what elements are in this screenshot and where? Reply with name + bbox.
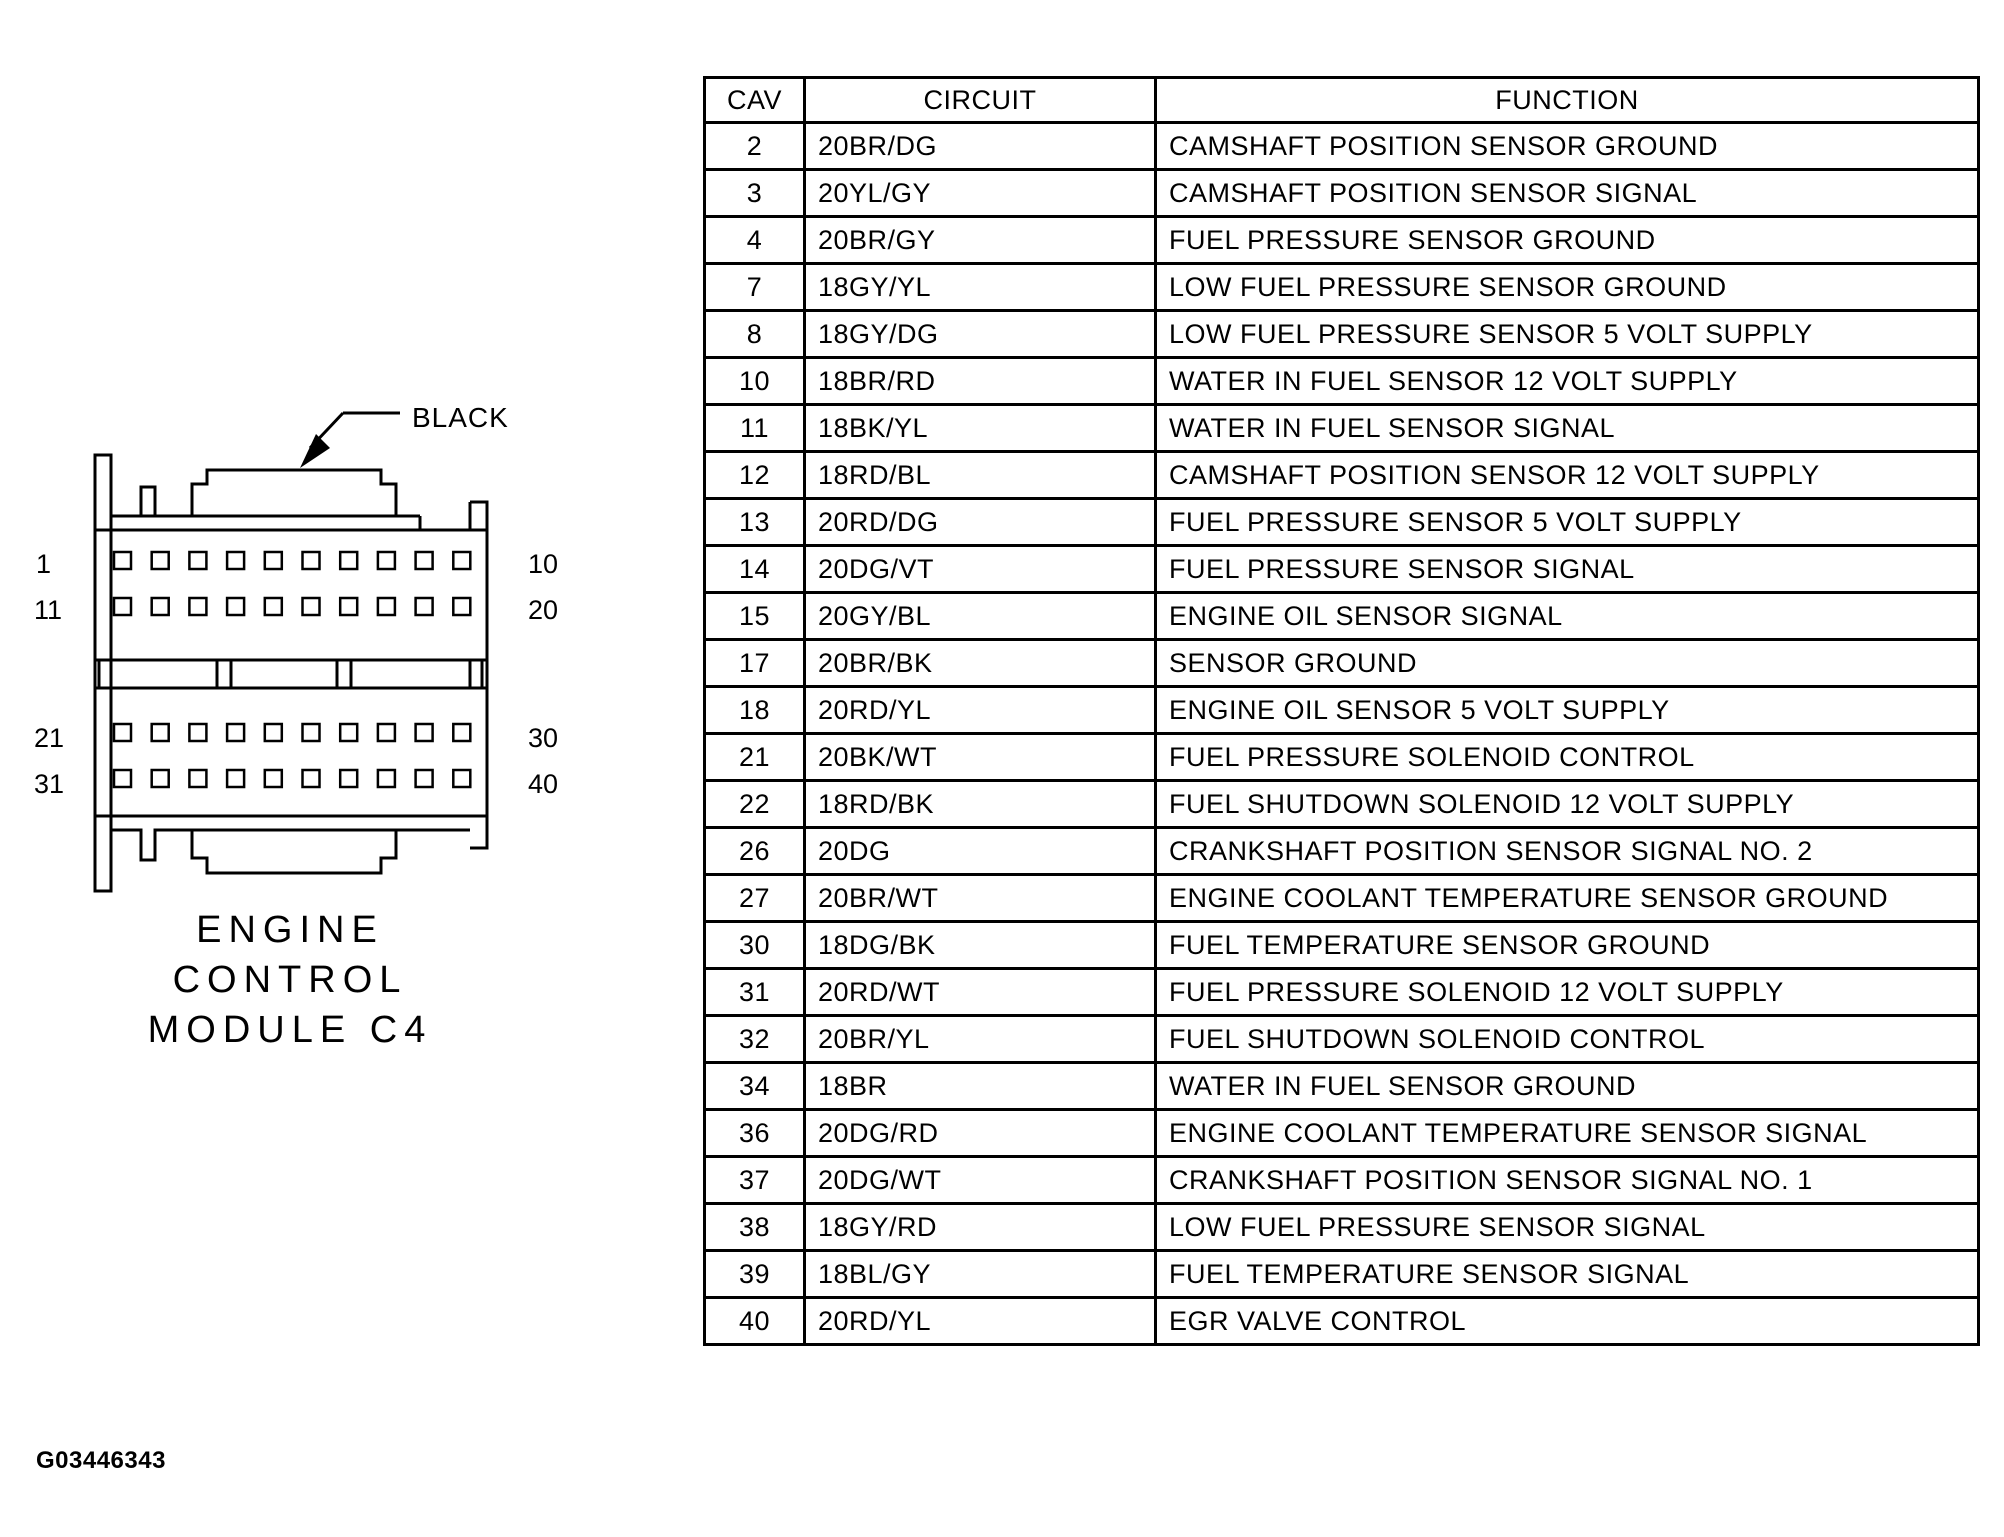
cav-cell: 37 [705,1157,805,1204]
cav-cell: 39 [705,1251,805,1298]
cav-cell: 30 [705,922,805,969]
cavity-22 [152,724,169,741]
function-cell: FUEL SHUTDOWN SOLENOID 12 VOLT SUPPLY [1156,781,1979,828]
circuit-cell: 18BL/GY [805,1251,1156,1298]
table-row [705,1204,1979,1251]
pin-label-30: 30 [528,723,559,753]
function-cell: FUEL PRESSURE SENSOR 5 VOLT SUPPLY [1156,499,1979,546]
function-cell: EGR VALVE CONTROL [1156,1298,1979,1345]
table-row [705,311,1979,358]
pinout-table [703,76,1980,1346]
table-row [705,1016,1979,1063]
cavity-5 [265,552,282,569]
function-cell: ENGINE COOLANT TEMPERATURE SENSOR GROUND [1156,875,1979,922]
table-row [705,1251,1979,1298]
cav-cell: 12 [705,452,805,499]
function-cell: CAMSHAFT POSITION SENSOR GROUND [1156,123,1979,170]
function-cell: FUEL SHUTDOWN SOLENOID CONTROL [1156,1016,1979,1063]
cav-cell: 8 [705,311,805,358]
circuit-cell: 20BR/YL [805,1016,1156,1063]
cav-cell: 40 [705,1298,805,1345]
cav-cell: 21 [705,734,805,781]
module-name-line-1: ENGINE [196,909,384,951]
circuit-cell: 20RD/DG [805,499,1156,546]
cav-cell: 18 [705,687,805,734]
cavity-25 [265,724,282,741]
table-row [705,969,1979,1016]
cavity-8 [378,552,395,569]
connector-left-wall [95,455,111,891]
function-cell: LOW FUEL PRESSURE SENSOR SIGNAL [1156,1204,1979,1251]
cavity-39 [416,770,433,787]
table-row [705,264,1979,311]
table-row [705,593,1979,640]
table-row [705,217,1979,264]
module-name [140,905,440,1055]
circuit-cell: 20DG/WT [805,1157,1156,1204]
cavity-37 [340,770,357,787]
cav-cell: 17 [705,640,805,687]
cavity-9 [416,552,433,569]
cavity-7 [340,552,357,569]
function-cell: ENGINE OIL SENSOR 5 VOLT SUPPLY [1156,687,1979,734]
circuit-cell: 20BR/GY [805,217,1156,264]
circuit-cell: 18RD/BK [805,781,1156,828]
function-cell: CAMSHAFT POSITION SENSOR 12 VOLT SUPPLY [1156,452,1979,499]
circuit-cell: 18GY/RD [805,1204,1156,1251]
function-cell: FUEL PRESSURE SOLENOID 12 VOLT SUPPLY [1156,969,1979,1016]
cavity-35 [265,770,282,787]
circuit-cell: 20RD/WT [805,969,1156,1016]
pin-label-20: 20 [528,595,559,625]
pin-label-40: 40 [528,769,559,799]
cavity-38 [378,770,395,787]
cavity-29 [416,724,433,741]
cav-cell: 36 [705,1110,805,1157]
connector-right-wall [470,502,487,848]
table-row [705,1157,1979,1204]
table-row [705,1298,1979,1345]
cavity-grid [114,552,470,787]
function-cell: WATER IN FUEL SENSOR SIGNAL [1156,405,1979,452]
upper-latch [111,487,155,516]
circuit-cell: 20BR/WT [805,875,1156,922]
circuit-cell: 20BR/DG [805,123,1156,170]
cav-cell: 11 [705,405,805,452]
cavity-32 [152,770,169,787]
circuit-cell: 20GY/BL [805,593,1156,640]
cavity-21 [114,724,131,741]
separator-post-3 [337,660,351,688]
cavity-30 [453,724,470,741]
pin-label-10: 10 [528,549,559,579]
circuit-cell: 18GY/YL [805,264,1156,311]
table-row [705,405,1979,452]
cavity-10 [453,552,470,569]
table-row [705,358,1979,405]
circuit-cell: 18BK/YL [805,405,1156,452]
cav-cell: 22 [705,781,805,828]
cavity-19 [416,598,433,615]
cavity-2 [152,552,169,569]
function-cell: ENGINE OIL SENSOR SIGNAL [1156,593,1979,640]
cav-cell: 34 [705,1063,805,1110]
cav-cell: 27 [705,875,805,922]
header-cav: CAV [705,78,805,123]
cavity-23 [189,724,206,741]
function-cell: WATER IN FUEL SENSOR GROUND [1156,1063,1979,1110]
cav-cell: 38 [705,1204,805,1251]
circuit-cell: 20RD/YL [805,1298,1156,1345]
table-row [705,734,1979,781]
separator-post-4 [470,660,482,688]
function-cell: FUEL PRESSURE SOLENOID CONTROL [1156,734,1979,781]
circuit-cell: 18BR [805,1063,1156,1110]
table-row [705,452,1979,499]
color-arrowhead [300,434,330,468]
pin-label-11: 11 [34,595,63,625]
module-name-line-3: MODULE C4 [147,1009,433,1051]
table-row [705,546,1979,593]
circuit-cell: 18BR/RD [805,358,1156,405]
table-row [705,1110,1979,1157]
lower-latch [111,816,470,860]
cavity-11 [114,598,131,615]
cavity-24 [227,724,244,741]
cavity-27 [340,724,357,741]
cav-cell: 4 [705,217,805,264]
cavity-36 [303,770,320,787]
cavity-1 [114,552,131,569]
function-cell: CAMSHAFT POSITION SENSOR SIGNAL [1156,170,1979,217]
circuit-cell: 20DG [805,828,1156,875]
cavity-12 [152,598,169,615]
figure-id: G03446343 [36,1447,166,1474]
cavity-4 [227,552,244,569]
table-row [705,781,1979,828]
pin-label-1: 1 [36,549,52,579]
function-cell: CRANKSHAFT POSITION SENSOR SIGNAL NO. 2 [1156,828,1979,875]
cavity-16 [303,598,320,615]
cavity-28 [378,724,395,741]
table-row [705,687,1979,734]
function-cell: CRANKSHAFT POSITION SENSOR SIGNAL NO. 1 [1156,1157,1979,1204]
table-row [705,170,1979,217]
cavity-14 [227,598,244,615]
function-cell: LOW FUEL PRESSURE SENSOR GROUND [1156,264,1979,311]
function-cell: FUEL PRESSURE SENSOR SIGNAL [1156,546,1979,593]
table-row [705,1063,1979,1110]
table-row [705,640,1979,687]
circuit-cell: 20DG/VT [805,546,1156,593]
cavity-31 [114,770,131,787]
cav-cell: 32 [705,1016,805,1063]
connector-color-label: BLACK [412,402,509,433]
cav-cell: 7 [705,264,805,311]
module-name-line-2: CONTROL [172,959,408,1001]
circuit-cell: 20BR/BK [805,640,1156,687]
function-cell: WATER IN FUEL SENSOR 12 VOLT SUPPLY [1156,358,1979,405]
separator-post-2 [217,660,231,688]
cav-cell: 3 [705,170,805,217]
cav-cell: 14 [705,546,805,593]
circuit-cell: 18RD/BL [805,452,1156,499]
table-row [705,875,1979,922]
cavity-20 [453,598,470,615]
table-row [705,922,1979,969]
lower-tab [192,830,396,873]
cavity-13 [189,598,206,615]
table-row [705,828,1979,875]
cav-cell: 31 [705,969,805,1016]
upper-housing [95,530,487,660]
lower-housing [95,688,487,816]
cavity-18 [378,598,395,615]
table-header-row [705,78,1979,123]
function-cell: FUEL TEMPERATURE SENSOR GROUND [1156,922,1979,969]
pin-label-21: 21 [34,723,65,753]
function-cell: LOW FUEL PRESSURE SENSOR 5 VOLT SUPPLY [1156,311,1979,358]
separator-post-1 [99,660,111,688]
header-circuit: CIRCUIT [805,78,1156,123]
header-function: FUNCTION [1156,78,1979,123]
cav-cell: 2 [705,123,805,170]
cavity-6 [303,552,320,569]
circuit-cell: 20YL/GY [805,170,1156,217]
cavity-40 [453,770,470,787]
function-cell: SENSOR GROUND [1156,640,1979,687]
circuit-cell: 20BK/WT [805,734,1156,781]
cav-cell: 10 [705,358,805,405]
table-row [705,499,1979,546]
cavity-26 [303,724,320,741]
circuit-cell: 18GY/DG [805,311,1156,358]
cavity-15 [265,598,282,615]
pin-label-31: 31 [34,769,65,799]
circuit-cell: 20RD/YL [805,687,1156,734]
circuit-cell: 20DG/RD [805,1110,1156,1157]
cavity-3 [189,552,206,569]
cav-cell: 13 [705,499,805,546]
function-cell: FUEL PRESSURE SENSOR GROUND [1156,217,1979,264]
cavity-33 [189,770,206,787]
pinout-table-body [705,123,1979,1345]
cavity-34 [227,770,244,787]
function-cell: FUEL TEMPERATURE SENSOR SIGNAL [1156,1251,1979,1298]
upper-tab [192,470,396,516]
circuit-cell: 18DG/BK [805,922,1156,969]
function-cell: ENGINE COOLANT TEMPERATURE SENSOR SIGNAL [1156,1110,1979,1157]
cav-cell: 26 [705,828,805,875]
table-row [705,123,1979,170]
cav-cell: 15 [705,593,805,640]
cavity-17 [340,598,357,615]
